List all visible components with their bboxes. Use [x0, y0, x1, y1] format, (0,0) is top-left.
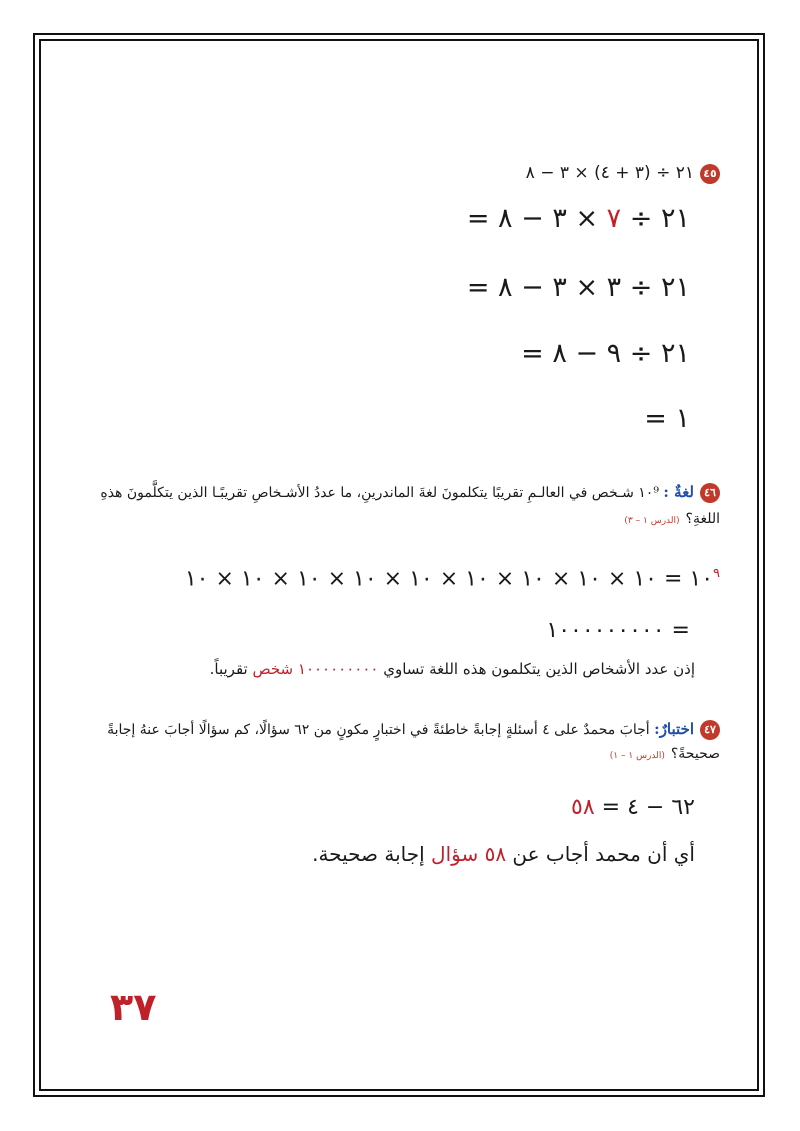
solution-step-3: ٢١ ÷ ٩ − ٨ = — [521, 338, 690, 369]
power-expansion: $١٠^٩$ = ١٠ × ١٠ × ١٠ × ١٠ × ١٠ × ١٠ × ١٠ × ١٠ × ١٠ — [184, 566, 720, 592]
question-47 — [107, 720, 720, 740]
question-47-line2: صحيحةً؟(الدرس ١ – ١) — [609, 746, 720, 762]
solution-step-2: ٢١ ÷ ٣ × ٣ − ٨ = — [466, 272, 690, 303]
question-keyword: اختبارٌ: — [654, 720, 694, 738]
question-keyword: لغةٌ : — [663, 483, 694, 501]
answer-conclusion: أي أن محمد أجاب عن ٥٨ سؤال إجابة صحيحة. — [312, 842, 695, 866]
page-number: ٣٧ — [110, 985, 157, 1029]
question-46 — [100, 483, 720, 503]
page-border-inner — [39, 39, 759, 1091]
question-text: ١٠⁹ شـخص في العالـمِ تقريبًا يتكلمونَ لغةَ الماندرينِ، ما عددُ الأشـخاصِ تقريبًـا الذين يتكلَّمونَ هذهِ — [100, 485, 659, 501]
highlighted-value: ٧ — [606, 203, 622, 234]
solution-step-1: ٢١ ÷ ٧ × ٣ − ٨ = — [466, 203, 690, 234]
power-base: ١٠ — [689, 566, 714, 592]
question-text: أجابَ محمدٌ على ٤ أسئلةٍ إجابةً خاطئةً في اختبارٍ مكونٍ من ٦٢ سؤالًا، كم سؤالًا أجابَ عنهُ إجابةً — [107, 722, 650, 738]
answer-highlight: ١٠٠٠٠٠٠٠٠٠ شخص — [252, 660, 379, 678]
answer-highlight: ٥٨ سؤال — [431, 842, 507, 866]
answer-value: ٥٨ — [571, 795, 595, 820]
power-result: = ١٠٠٠٠٠٠٠٠٠ — [546, 618, 690, 643]
question-45 — [526, 163, 720, 184]
lesson-reference: (الدرس ١ – ٣) — [624, 516, 680, 526]
solution-step-4: ١ = — [644, 403, 690, 434]
question-46-line2: اللغةِ؟(الدرس ١ – ٣) — [624, 511, 720, 527]
question-number-badge: ٤٦ — [700, 483, 720, 503]
lesson-reference: (الدرس ١ – ١) — [609, 751, 665, 761]
answer-conclusion: إذن عدد الأشخاص الذين يتكلمون هذه اللغة تساوي ١٠٠٠٠٠٠٠٠٠ شخص تقريباً. — [209, 660, 695, 678]
power-exponent: ٩ — [713, 566, 720, 581]
question-number-badge: ٤٧ — [700, 720, 720, 740]
question-number-badge: ٤٥ — [700, 164, 720, 184]
subtraction-equation: ٦٢ − ٤ = ٥٨ — [571, 795, 695, 820]
question-expression: ٢١ ÷ (٣ + ٤) × ٣ − ٨ — [525, 163, 694, 183]
